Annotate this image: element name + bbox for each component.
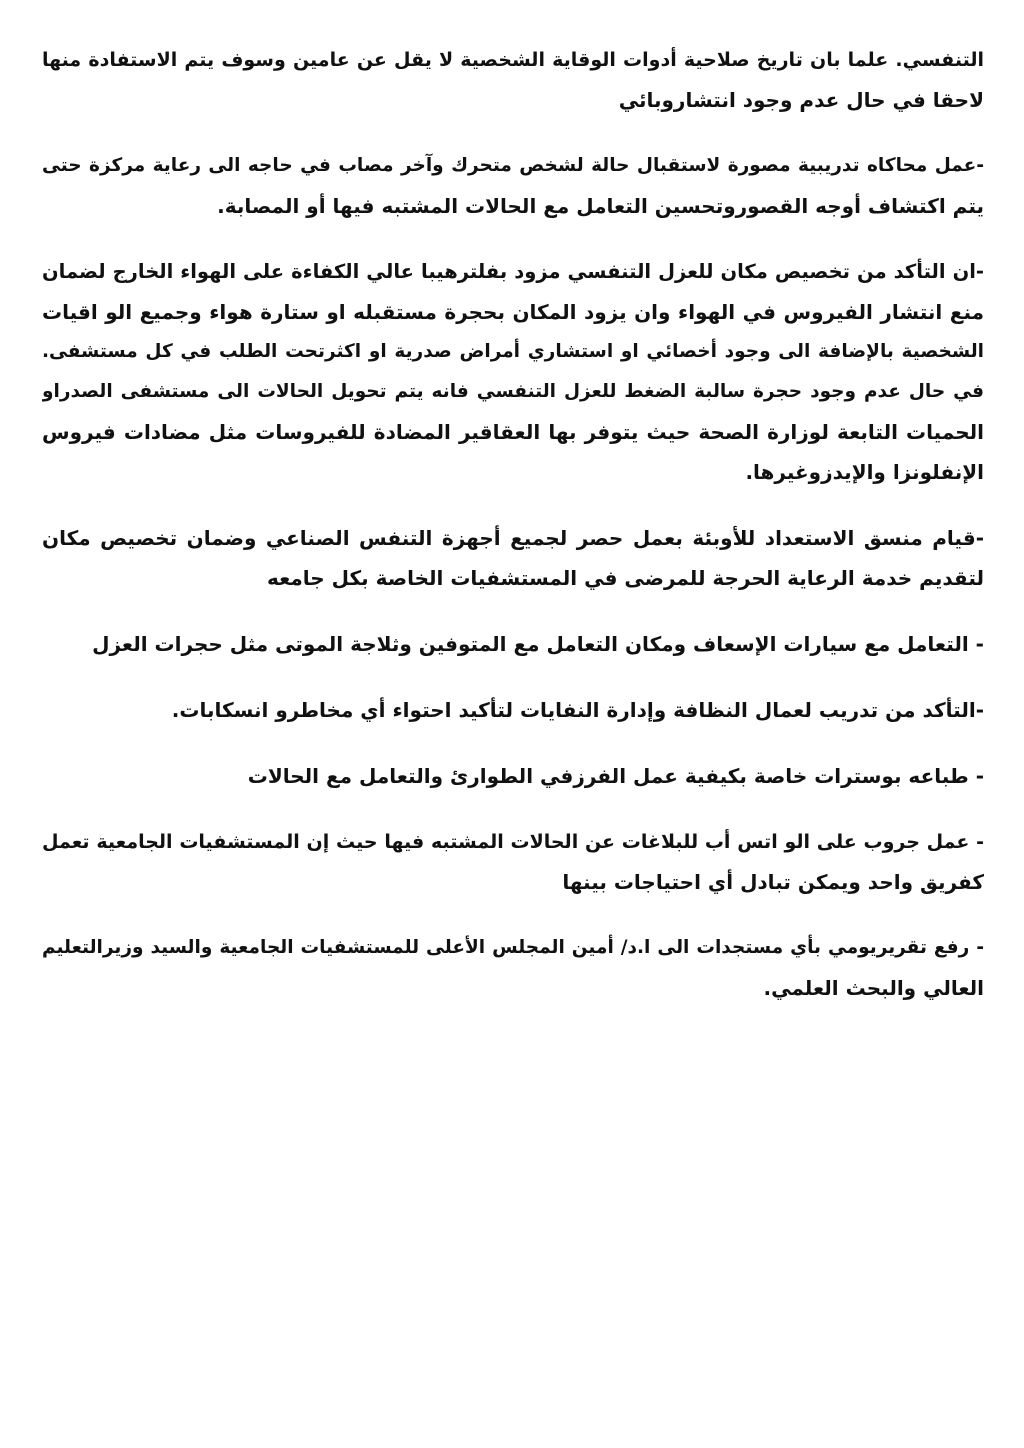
text-line: - التعامل مع سيارات الإسعاف ومكان التعامل مع المتوفين وثلاجة الموتى مثل حجرات العزل bbox=[92, 632, 984, 656]
paragraph-ventilators-inventory bbox=[42, 518, 984, 598]
text-line: - طباعه بوسترات خاصة بكيفية عمل الفرزفي الطوارئ والتعامل مع الحالات bbox=[247, 764, 984, 788]
text-line: الشخصية بالإضافة الى وجود أخصائي او استشاري أمراض صدرية او اكثرتحت الطلب في كل مستشفى. bbox=[42, 341, 984, 362]
text-line: يتم اكتشاف أوجه القصوروتحسين التعامل مع الحالات المشتبه فيها أو المصابة. bbox=[217, 194, 984, 218]
text-line: -التأكد من تدريب لعمال النظافة وإدارة النفايات لتأكيد احتواء أي مخاطرو انسكابات. bbox=[171, 698, 984, 722]
text-line: التنفسي. علما بان تاريخ صلاحية أدوات الوقاية الشخصية لا يقل عن عامين وسوف يتم الاستفادة منها bbox=[42, 49, 984, 71]
paragraph-daily-report bbox=[42, 928, 984, 1008]
paragraph-ppe-validity bbox=[42, 40, 984, 120]
paragraph-whatsapp-group bbox=[42, 822, 984, 902]
paragraph-respiratory-isolation bbox=[42, 252, 984, 492]
paragraph-triage-posters bbox=[42, 756, 984, 796]
text-line: الإنفلونزا والإيدزوغيرها. bbox=[745, 460, 984, 484]
text-line: -قيام منسق الاستعداد للأوبئة بعمل حصر لجميع أجهزة التنفس الصناعي وضمان تخصيص مكان bbox=[42, 526, 984, 550]
paragraph-training-simulation bbox=[42, 146, 984, 226]
text-line: -ان التأكد من تخصيص مكان للعزل التنفسي مزود بفلترهيبا عالي الكفاءة على الهواء الخارج لضمان bbox=[42, 260, 984, 283]
text-line: لاحقا في حال عدم وجود انتشاروبائي bbox=[618, 88, 984, 112]
text-line: كفريق واحد ويمكن تبادل أي احتياجات بينها bbox=[562, 870, 984, 894]
text-line: منع انتشار الفيروس في الهواء وان يزود المكان بحجرة مستقبله او ستارة هواء وجميع الو اقيات bbox=[42, 300, 984, 324]
text-line: -عمل محاكاه تدريبية مصورة لاستقبال حالة لشخص متحرك وآخر مصاب في حاجه الى رعاية مركزة حتى bbox=[42, 155, 984, 176]
paragraph-ambulances bbox=[42, 624, 984, 664]
text-line: العالي والبحث العلمي. bbox=[763, 976, 984, 1000]
text-line: الحميات التابعة لوزارة الصحة حيث يتوفر بها العقاقير المضادة للفيروسات مثل مضادات فيروس bbox=[42, 420, 984, 444]
text-line: - رفع تقريريومي بأي مستجدات الى ا.د/ أمين المجلس الأعلى للمستشفيات الجامعية والسيد وزيرالتعليم bbox=[42, 937, 984, 958]
text-line: في حال عدم وجود حجرة سالبة الضغط للعزل التنفسي فانه يتم تحويل الحالات الى مستشفى الصدراو bbox=[42, 381, 984, 402]
text-line: لتقديم خدمة الرعاية الحرجة للمرضى في المستشفيات الخاصة بكل جامعه bbox=[266, 566, 984, 590]
text-line: - عمل جروب على الو اتس أب للبلاغات عن الحالات المشتبه فيها حيث إن المستشفيات الجامعية تعمل bbox=[42, 831, 984, 853]
paragraph-cleaning-training bbox=[42, 690, 984, 730]
